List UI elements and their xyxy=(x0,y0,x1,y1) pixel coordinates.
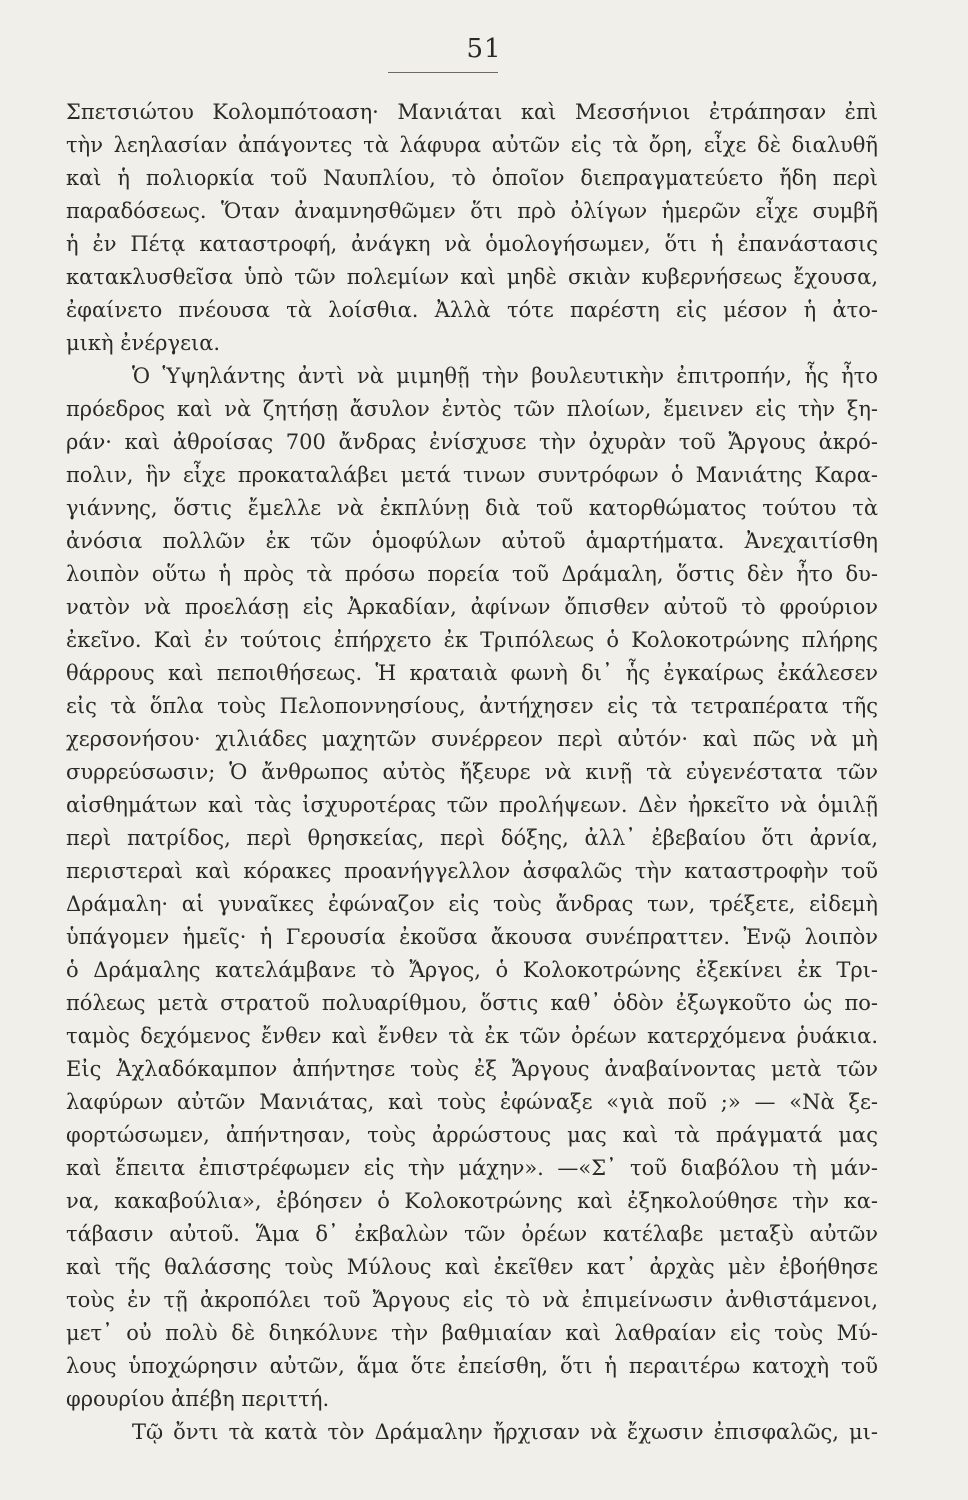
text-line: ὁ Δράμαλης κατελάμβανε τὸ Ἄργος, ὁ Κολοκοτρώνης ἐξεκίνει ἐκ Τρι- xyxy=(66,958,878,982)
text-line: μικὴ ἐνέργεια. xyxy=(66,331,221,355)
text-line: φορτώσωμεν, ἀπήντησαν, τοὺς ἀρρώστους μας καὶ τὰ πράγματά μας xyxy=(66,1123,878,1147)
header-rule xyxy=(388,72,498,73)
text-line: πρόεδρος καὶ νὰ ζητήσῃ ἄσυλον ἐντὸς τῶν πλοίων, ἔμεινεν εἰς τὴν ξη- xyxy=(66,397,878,421)
text-line: φρουρίου ἀπέβη περιττή. xyxy=(66,1387,330,1411)
text-line: αἰσθημάτων καὶ τὰς ἰσχυροτέρας τῶν προλήψεων. Δὲν ἠρκεῖτο νὰ ὁμιλῇ xyxy=(66,793,878,817)
text-line: καὶ ἔπειτα ἐπιστρέφωμεν εἰς τὴν μάχην». —«Σ᾽ τοῦ διαβόλου τὴ μάν- xyxy=(66,1156,878,1180)
text-line: χερσονήσου· χιλιάδες μαχητῶν συνέρρεον περὶ αὐτόν· καὶ πῶς νὰ μὴ xyxy=(66,727,878,751)
text-line: μετ᾽ οὐ πολὺ δὲ διηκόλυνε τὴν βαθμιαίαν καὶ λαθραίαν εἰς τοὺς Μύ- xyxy=(66,1321,878,1345)
text-line: ράν· καὶ ἀθροίσας 700 ἄνδρας ἐνίσχυσε τὴν ὀχυρὰν τοῦ Ἄργους ἀκρό- xyxy=(66,430,878,454)
text-line: καὶ ἡ πολιορκία τοῦ Ναυπλίου, τὸ ὁποῖον διεπραγματεύετο ἤδη περὶ xyxy=(66,166,878,190)
text-line: ἀνόσια πολλῶν ἐκ τῶν ὁμοφύλων αὐτοῦ ἁμαρτήματα. Ἀνεχαιτίσθη xyxy=(66,529,878,553)
text-line: καὶ τῆς θαλάσσης τοὺς Μύλους καὶ ἐκεῖθεν κατ᾽ ἀρχὰς μὲν ἐβοήθησε xyxy=(66,1255,878,1279)
text-line: ὑπάγομεν ἡμεῖς· ἡ Γερουσία ἐκοῦσα ἄκουσα συνέπραττεν. Ἐνῷ λοιπὸν xyxy=(66,925,878,949)
text-line: λους ὑποχώρησιν αὐτῶν, ἅμα ὅτε ἐπείσθη, ὅτι ἡ περαιτέρω κατοχὴ τοῦ xyxy=(66,1354,878,1378)
text-line: περὶ πατρίδος, περὶ θρησκείας, περὶ δόξης, ἀλλ᾽ ἐβεβαίου ὅτι ἀρνία, xyxy=(66,826,878,850)
text-line: νατὸν νὰ προελάσῃ εἰς Ἀρκαδίαν, ἀφίνων ὄπισθεν αὐτοῦ τὸ φρούριον xyxy=(66,595,878,619)
text-line: Ὁ Ὑψηλάντης ἀντὶ νὰ μιμηθῇ τὴν βουλευτικὴν ἐπιτροπήν, ἧς ἦτο xyxy=(132,364,878,388)
text-line: πολιν, ἣν εἶχε προκαταλάβει μετά τινων συντρόφων ὁ Μανιάτης Καρα- xyxy=(66,463,878,487)
text-line: Τῷ ὄντι τὰ κατὰ τὸν Δράμαλην ἤρχισαν νὰ ἔχωσιν ἐπισφαλῶς, μι- xyxy=(132,1420,878,1444)
text-line: να, κακαβούλια», ἐβόησεν ὁ Κολοκοτρώνης καὶ ἐξηκολούθησε τὴν κα- xyxy=(66,1189,878,1213)
text-line: ἐφαίνετο πνέουσα τὰ λοίσθια. Ἀλλὰ τότε παρέστη εἰς μέσον ἡ ἀτο- xyxy=(66,298,878,322)
text-line: ἡ ἐν Πέτᾳ καταστροφή, ἀνάγκη νὰ ὁμολογήσωμεν, ὅτι ἡ ἐπανάστασις xyxy=(66,232,878,256)
text-line: Σπετσιώτου Κολομπότοαση· Μανιάται καὶ Μεσσήνιοι ἐτράπησαν ἐπὶ xyxy=(66,100,878,124)
text-line: ἐκεῖνο. Καὶ ἐν τούτοις ἐπήρχετο ἐκ Τριπόλεως ὁ Κολοκοτρώνης πλήρης xyxy=(66,628,878,652)
text-line: γιάννης, ὅστις ἔμελλε νὰ ἐκπλύνῃ διὰ τοῦ κατορθώματος τούτου τὰ xyxy=(66,496,878,520)
body-text xyxy=(66,96,878,1449)
text-line: πόλεως μετὰ στρατοῦ πολυαρίθμου, ὅστις καθ᾽ ὁδὸν ἐξωγκοῦτο ὡς πο- xyxy=(66,991,878,1015)
page-number: 51 xyxy=(466,34,502,64)
text-line: ταμὸς δεχόμενος ἔνθεν καὶ ἔνθεν τὰ ἐκ τῶν ὀρέων κατερχόμενα ῥυάκια. xyxy=(66,1024,878,1048)
text-line: κατακλυσθεῖσα ὑπὸ τῶν πολεμίων καὶ μηδὲ σκιὰν κυβερνήσεως ἔχουσα, xyxy=(66,265,878,289)
text-line: λαφύρων αὐτῶν Μανιάτας, καὶ τοὺς ἐφώναξε «γιὰ ποῦ ;» — «Νὰ ξε- xyxy=(66,1090,878,1114)
text-line: Εἰς Ἀχλαδόκαμπον ἀπήντησε τοὺς ἐξ Ἄργους ἀναβαίνοντας μετὰ τῶν xyxy=(66,1057,878,1081)
text-line: παραδόσεως. Ὅταν ἀναμνησθῶμεν ὅτι πρὸ ὀλίγων ἡμερῶν εἶχε συμβῆ xyxy=(66,199,878,223)
text-line: λοιπὸν οὕτω ἡ πρὸς τὰ πρόσω πορεία τοῦ Δράμαλη, ὅστις δὲν ἦτο δυ- xyxy=(66,562,878,586)
text-line: εἰς τὰ ὅπλα τοὺς Πελοποννησίους, ἀντήχησεν εἰς τὰ τετραπέρατα τῆς xyxy=(66,694,878,718)
text-line: θάρρους καὶ πεποιθήσεως. Ἡ κραταιὰ φωνὴ δι᾽ ἧς ἐγκαίρως ἐκάλεσεν xyxy=(66,661,878,685)
text-line: Δράμαλη· αἱ γυναῖκες ἐφώναζον εἰς τοὺς ἄνδρας των, τρέξετε, εἰδεμὴ xyxy=(66,892,878,916)
text-line: τὴν λεηλασίαν ἀπάγοντες τὰ λάφυρα αὐτῶν εἰς τὰ ὄρη, εἶχε δὲ διαλυθῆ xyxy=(66,133,878,157)
text-line: τάβασιν αὐτοῦ. Ἅμα δ᾽ ἐκβαλὼν τῶν ὀρέων κατέλαβε μεταξὺ αὐτῶν xyxy=(66,1222,878,1246)
text-line: τοὺς ἐν τῇ ἀκροπόλει τοῦ Ἄργους εἰς τὸ νὰ ἐπιμείνωσιν ἀνθιστάμενοι, xyxy=(66,1288,878,1312)
text-line: συρρεύσωσιν; Ὁ ἄνθρωπος αὐτὸς ἤξευρε νὰ κινῇ τὰ εὐγενέστατα τῶν xyxy=(66,760,878,784)
text-line: περιστεραὶ καὶ κόρακες προανήγγελλον ἀσφαλῶς τὴν καταστροφὴν τοῦ xyxy=(66,859,878,883)
